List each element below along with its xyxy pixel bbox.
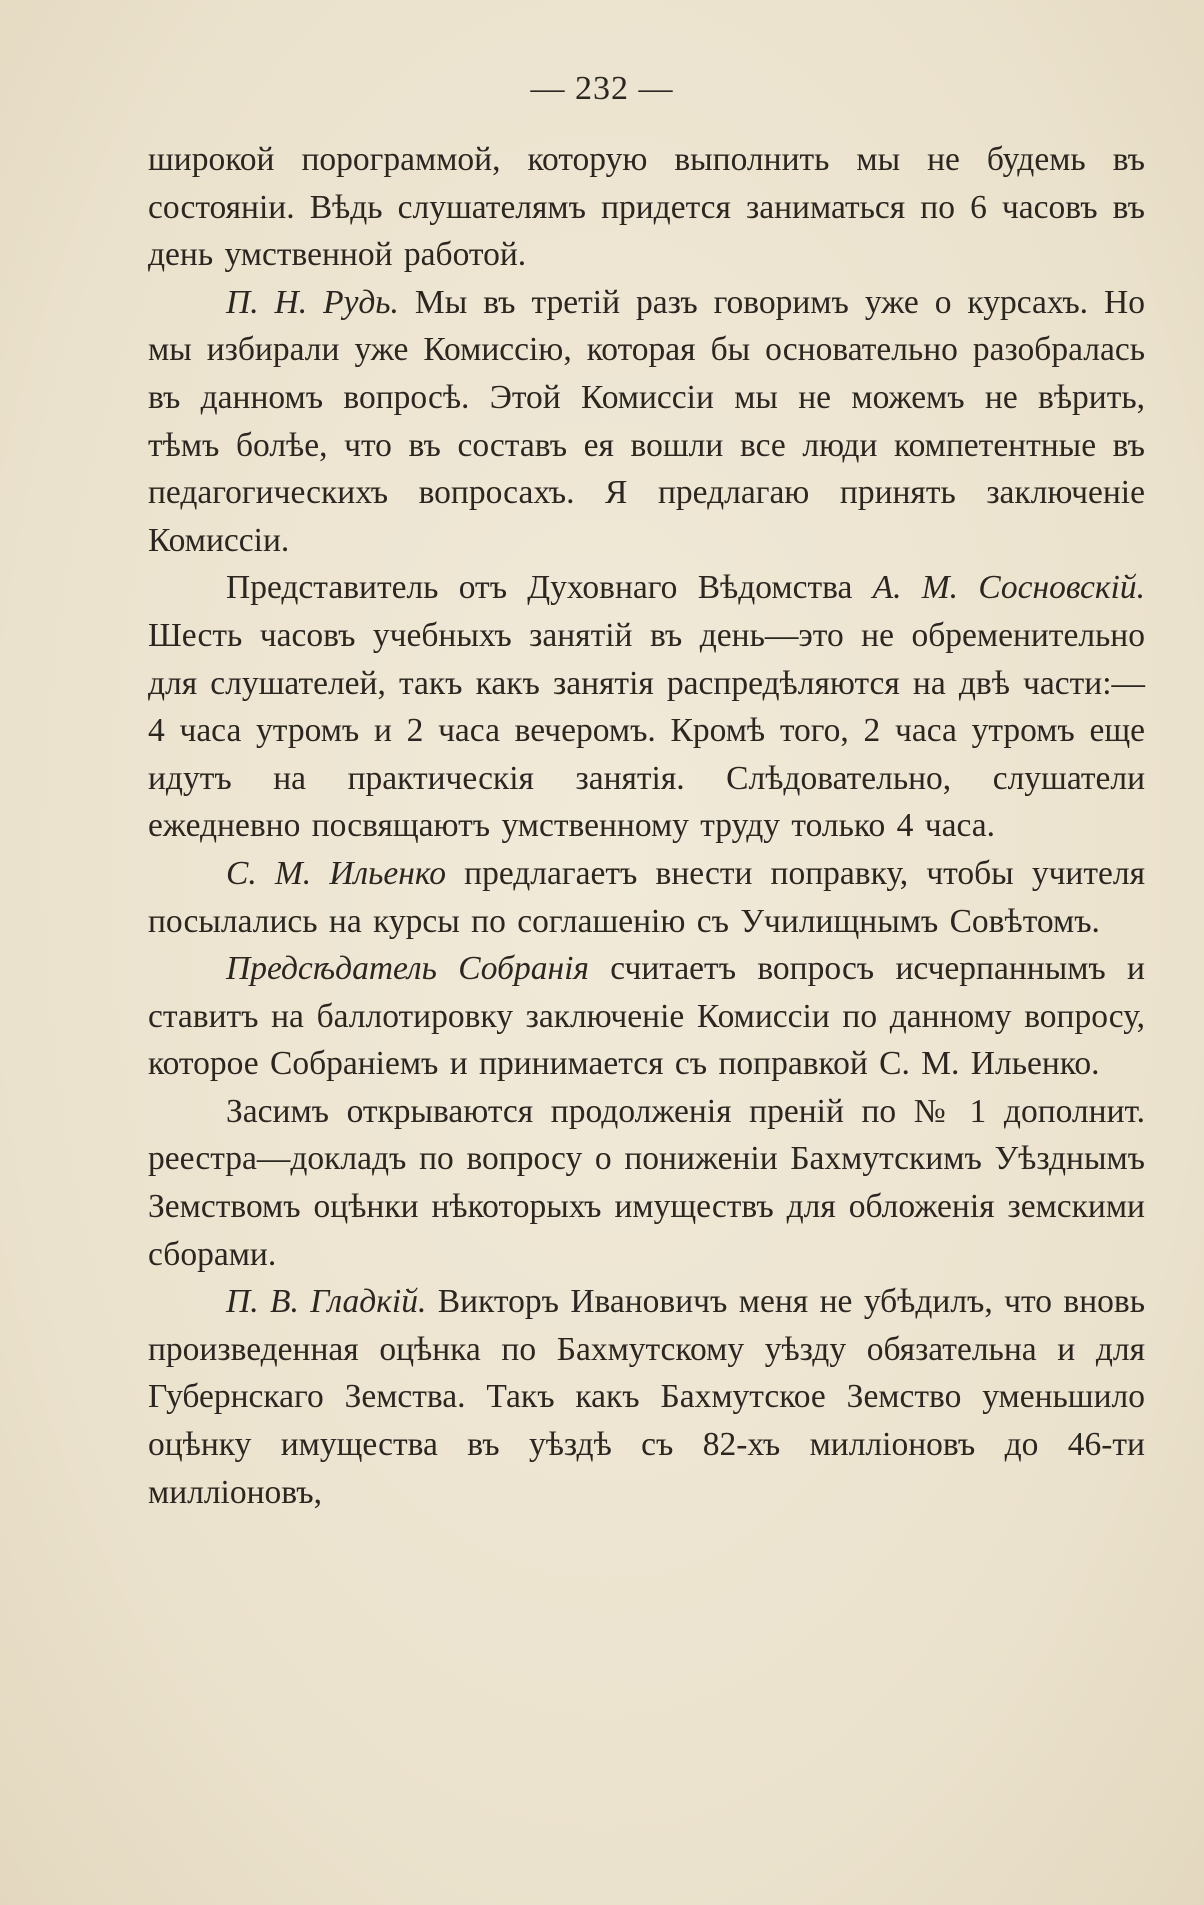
speaker-name: С. М. Ильенко bbox=[226, 854, 446, 892]
page-body bbox=[148, 136, 1145, 1516]
paragraph-3-text: Шесть часовъ учебныхъ занятiй въ день—это не обременительно для слушателей, такъ какъ занятiя распредѣляются на двѣ части:—4 часа утромъ и 2 часа вечеромъ. Кромѣ того, 2 часа утромъ еще идутъ на практическiя занятiя. Слѣдовательно, слушатели ежедневно посвящаютъ умственному труду только 4 часа. bbox=[148, 616, 1145, 845]
paragraph-6 bbox=[148, 1088, 1145, 1278]
paragraph-5-text: считаетъ вопросъ исчерпаннымъ и ставитъ на баллотировку заключенiе Комиссiи по данному вопросу, которое Собранiемъ и принимается съ поправкой С. М. Ильенко. bbox=[148, 950, 1145, 1083]
page-number: — 232 — bbox=[530, 70, 674, 107]
paragraph-1 bbox=[148, 136, 1145, 279]
speaker-name: П. Н. Рудь. bbox=[226, 283, 399, 321]
paragraph-7 bbox=[148, 1278, 1145, 1516]
speaker-name: А. М. Сосновскiй. bbox=[872, 569, 1145, 607]
paragraph-7-text: Викторъ Ивановичъ меня не убѣдилъ, что вновь произведенная оцѣнка по Бахмутскому уѣзду обязательна и для Губернскаго Земства. Такъ какъ Бахмутское Земство уменьшило оцѣнку имущества въ уѣздѣ съ 82-хъ миллiоновъ до 46-ти миллiоновъ, bbox=[148, 1283, 1145, 1511]
speaker-name: Предсѣдатель Собранiя bbox=[226, 950, 589, 988]
speaker-name: П. В. Гладкiй. bbox=[226, 1283, 427, 1321]
paragraph-6-text: Засимъ открываются продолженiя пренiй по № 1 дополнит. реестра—докладъ по вопросу о пониженiи Бахмутскимъ Уѣзднымъ Земствомъ оцѣнки нѣкоторыхъ имуществъ для обложенiя земскими сборами. bbox=[148, 1092, 1145, 1273]
paragraph-1-text: широкой порограммой, которую выполнить мы не будемь въ состоянiи. Вѣдь слушателямъ придется заниматься по 6 часовъ въ день умственной работой. bbox=[148, 141, 1145, 274]
paragraph-3 bbox=[148, 564, 1145, 850]
paragraph-5 bbox=[148, 945, 1145, 1088]
speaker-title: Представитель отъ Духовнаго Вѣдомства bbox=[226, 569, 873, 607]
paragraph-4 bbox=[148, 850, 1145, 945]
paragraph-2-text: Мы въ третiй разъ говоримъ уже о курсахъ. Но мы избирали уже Комиссiю, которая бы основательно разобралась въ данномъ вопросѣ. Этой Комиссiи мы не можемъ не вѣрить, тѣмъ болѣе, что въ составъ ея вошли все люди компетентные въ педагогическихъ вопросахъ. Я предлагаю принять заключенiе Комиссiи. bbox=[148, 283, 1145, 559]
paragraph-2 bbox=[148, 279, 1145, 565]
paragraph-4-text: предлагаетъ внести поправку, чтобы учителя посылались на курсы по соглашенiю съ Училищнымъ Совѣтомъ. bbox=[148, 854, 1145, 940]
